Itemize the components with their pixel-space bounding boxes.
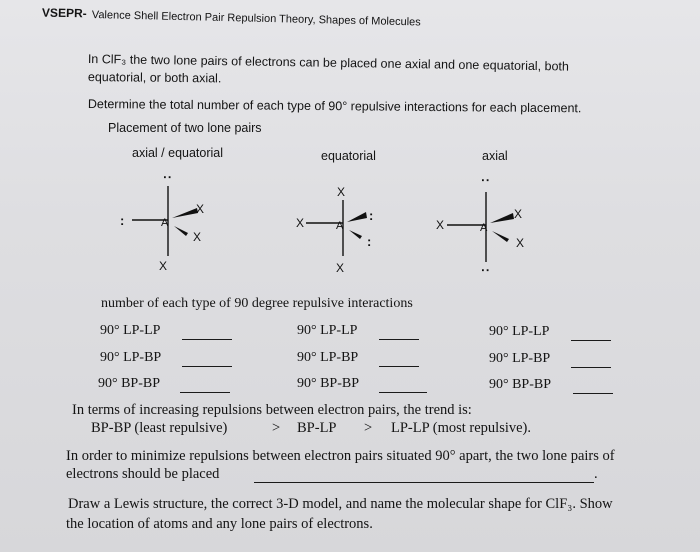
- lone-pair-dash: :: [367, 234, 372, 249]
- structure-equatorial: [296, 185, 373, 275]
- lone-pair-axial-bottom: :: [479, 268, 494, 273]
- col2-lp-lp-label: 90° LP-LP: [297, 323, 358, 338]
- minimize-period: .: [594, 466, 598, 482]
- col1-lp-bp-blank[interactable]: [182, 366, 232, 367]
- trend-intro: In terms of increasing repulsions between electron pairs, the trend is:: [72, 402, 472, 418]
- trend-gt-1: >: [272, 420, 281, 436]
- ligand-equatorial-left: X: [436, 218, 445, 232]
- placement-label-equatorial: equatorial: [321, 149, 376, 163]
- ligand-axial-top: X: [337, 185, 346, 199]
- dash-bond: [492, 231, 509, 242]
- trend-item-bp-bp: BP-BP (least repulsive): [91, 420, 228, 436]
- intro-line-2: equatorial, or both axial.: [87, 70, 222, 86]
- col3-lp-bp-blank[interactable]: [571, 367, 611, 368]
- col2-bp-bp-blank[interactable]: [379, 392, 427, 393]
- col1-bp-bp-blank[interactable]: [180, 392, 230, 393]
- col1-lp-bp-label: 90° LP-BP: [100, 350, 162, 365]
- interactions-heading: number of each type of 90 degree repulsive interactions: [101, 296, 413, 311]
- col2-lp-lp-blank[interactable]: [379, 339, 419, 340]
- structure-axial-equatorial: [120, 175, 204, 273]
- structure-axial: [436, 178, 524, 272]
- col2-bp-bp-label: 90° BP-BP: [297, 376, 360, 391]
- col3-lp-lp-label: 90° LP-LP: [489, 324, 550, 339]
- ligand-wedge: X: [196, 202, 205, 216]
- col1-lp-lp-blank[interactable]: [182, 339, 232, 340]
- dash-lone-pair-bond: [349, 230, 362, 239]
- placement-label-axial-equatorial: axial / equatorial: [132, 146, 224, 160]
- trend-item-lp-lp: LP-LP (most repulsive).: [391, 420, 532, 436]
- wedge-lone-pair-bond: [347, 212, 367, 222]
- ligand-axial-bottom: X: [159, 259, 168, 273]
- lone-pair-wedge: :: [369, 208, 374, 223]
- wedge-bond: [490, 213, 514, 223]
- ligand-dash: X: [193, 230, 202, 244]
- minimize-line-1: In order to minimize repulsions between electron pairs situated 90° apart, the two lone pairs of: [66, 448, 615, 464]
- lone-pair-axial-top: :: [161, 175, 176, 180]
- trend-item-bp-lp: BP-LP: [297, 420, 337, 436]
- determine-instruction: Determine the total number of each type of 90° repulsive interactions for each placement.: [87, 97, 582, 116]
- intro-line-1: In ClF₃ the two lone pairs of electrons can be placed one axial and one equatorial, both: [87, 52, 570, 74]
- minimize-line-2: electrons should be placed: [66, 466, 220, 482]
- col3-lp-lp-blank[interactable]: [571, 340, 611, 341]
- dash-bond: [174, 226, 188, 236]
- molecule-diagrams: [0, 168, 700, 288]
- col1-lp-lp-label: 90° LP-LP: [100, 323, 161, 338]
- wedge-bond: [172, 208, 198, 218]
- col3-bp-bp-blank[interactable]: [573, 393, 613, 394]
- ligand-dash: X: [516, 236, 525, 250]
- trend-gt-2: >: [364, 420, 373, 436]
- placement-label-axial: axial: [482, 149, 508, 163]
- central-atom: A: [161, 217, 169, 229]
- lone-pair-equatorial-left: :: [120, 213, 125, 228]
- col2-lp-bp-label: 90° LP-BP: [297, 350, 359, 365]
- central-atom: A: [336, 220, 344, 232]
- header-title: Valence Shell Electron Pair Repulsion Theory, Shapes of Molecules: [91, 9, 421, 29]
- col3-lp-bp-label: 90° LP-BP: [489, 351, 551, 366]
- placement-answer-blank[interactable]: [254, 482, 594, 483]
- lewis-line-1: Draw a Lewis structure, the correct 3-D model, and name the molecular shape for ClF₃. Show: [68, 496, 613, 512]
- lewis-line-2: the location of atoms and any lone pairs of electrons.: [66, 516, 373, 532]
- central-atom: A: [480, 222, 488, 234]
- placement-heading: Placement of two lone pairs: [108, 121, 262, 135]
- ligand-axial-bottom: X: [336, 261, 345, 275]
- header-code: VSEPR-: [41, 5, 87, 21]
- col1-bp-bp-label: 90° BP-BP: [98, 376, 161, 391]
- col2-lp-bp-blank[interactable]: [379, 366, 419, 367]
- lone-pair-axial-top: :: [479, 178, 494, 183]
- col3-bp-bp-label: 90° BP-BP: [489, 377, 552, 392]
- ligand-equatorial-left: X: [296, 216, 305, 230]
- ligand-wedge: X: [514, 207, 523, 221]
